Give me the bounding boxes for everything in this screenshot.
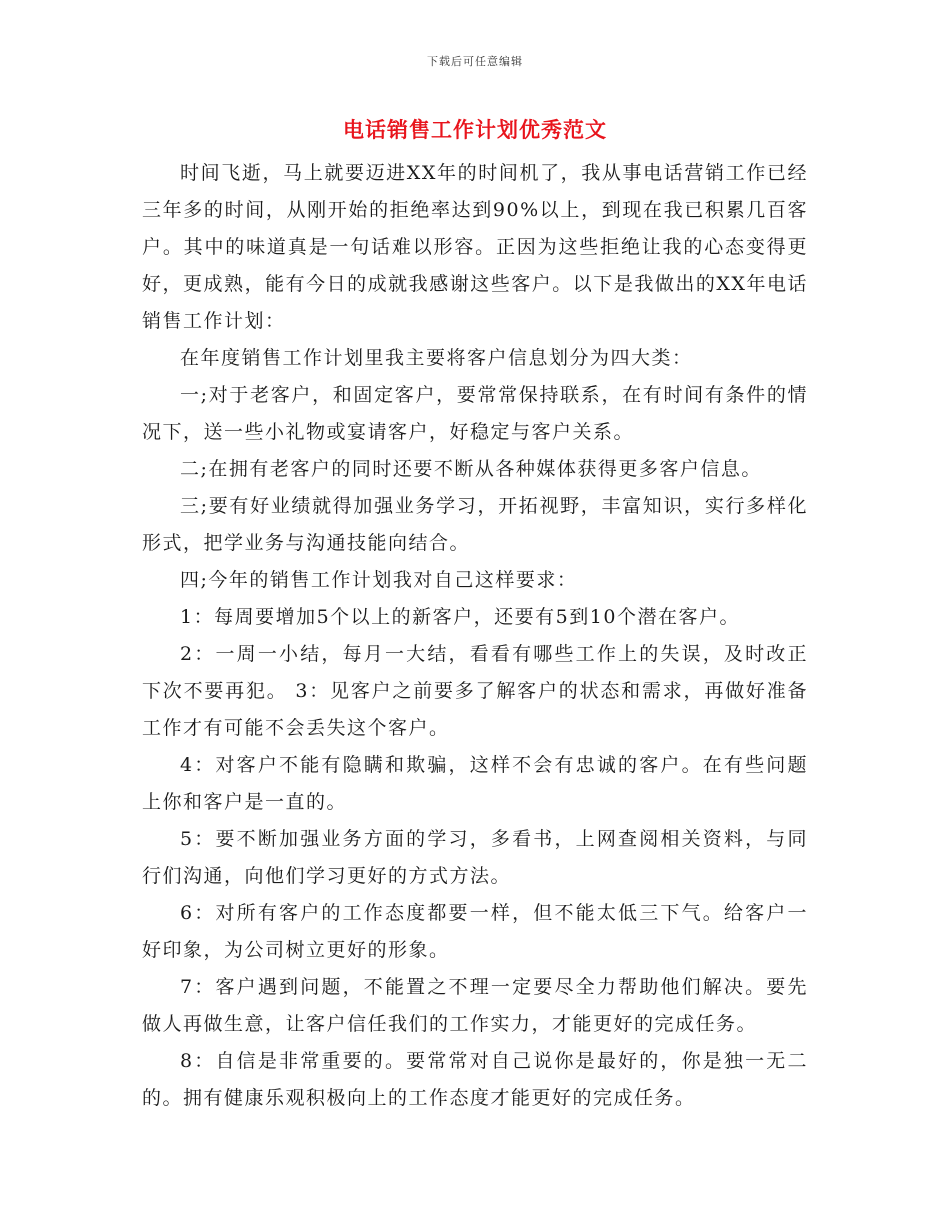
paragraph-category-2: 二;在拥有老客户的同时还要不断从各种媒体获得更多客户信息。 [180,458,762,480]
document-title: 电话销售工作计划优秀范文 [343,117,607,142]
paragraph-item-5: 5：要不断加强业务方面的学习，多看书，上网查阅相关资料，与同行们沟通，向他们学习更好的方式方法。 [142,828,808,887]
paragraph-item-6: 6：对所有客户的工作态度都要一样，但不能太低三下气。给客户一好印象，为公司树立更好的形象。 [142,902,808,961]
paragraph-category-4: 四;今年的销售工作计划我对自己这样要求： [180,569,578,591]
paragraph-category-3: 三;要有好业绩就得加强业务学习，开拓视野，丰富知识，实行多样化形式，把学业务与沟通技能向结合。 [142,495,808,554]
paragraph-category-1: 一;对于老客户，和固定客户，要常常保持联系，在有时间有条件的情况下，送一些小礼物或宴请客户，好稳定与客户关系。 [142,384,808,443]
paragraph-item-2-3: 2：一周一小结，每月一大结，看看有哪些工作上的失误，及时改正下次不要再犯。 3：见客户之前要多了解客户的状态和需求，再做好准备工作才有可能不会丢失这个客户。 [142,643,808,739]
paragraph-categories-intro: 在年度销售工作计划里我主要将客户信息划分为四大类： [180,347,693,369]
paragraph-item-7: 7：客户遇到问题，不能置之不理一定要尽全力帮助他们解决。要先做人再做生意，让客户信任我们的工作实力，才能更好的完成任务。 [142,976,808,1035]
paragraph-item-1: 1：每周要增加5个以上的新客户，还要有5到10个潜在客户。 [180,606,740,628]
paragraph-intro: 时间飞逝，马上就要迈进XX年的时间机了，我从事电话营销工作已经三年多的时间，从刚开始的拒绝率达到90%以上，到现在我已积累几百客户。其中的味道真是一句话难以形容。正因为这些拒绝让我的心态变得更好，更成熟，能有今日的成就我感谢这些客户。以下是我做出的XX年电话销售工作计划： [142,162,808,332]
paragraph-item-4: 4：对客户不能有隐瞒和欺骗，这样不会有忠诚的客户。在有些问题上你和客户是一直的。 [142,754,808,813]
paragraph-item-8: 8：自信是非常重要的。要常常对自己说你是最好的，你是独一无二的。拥有健康乐观积极向上的工作态度才能更好的完成任务。 [142,1050,808,1109]
document-body [142,155,808,1117]
header-note: 下载后可任意编辑 [427,55,523,68]
